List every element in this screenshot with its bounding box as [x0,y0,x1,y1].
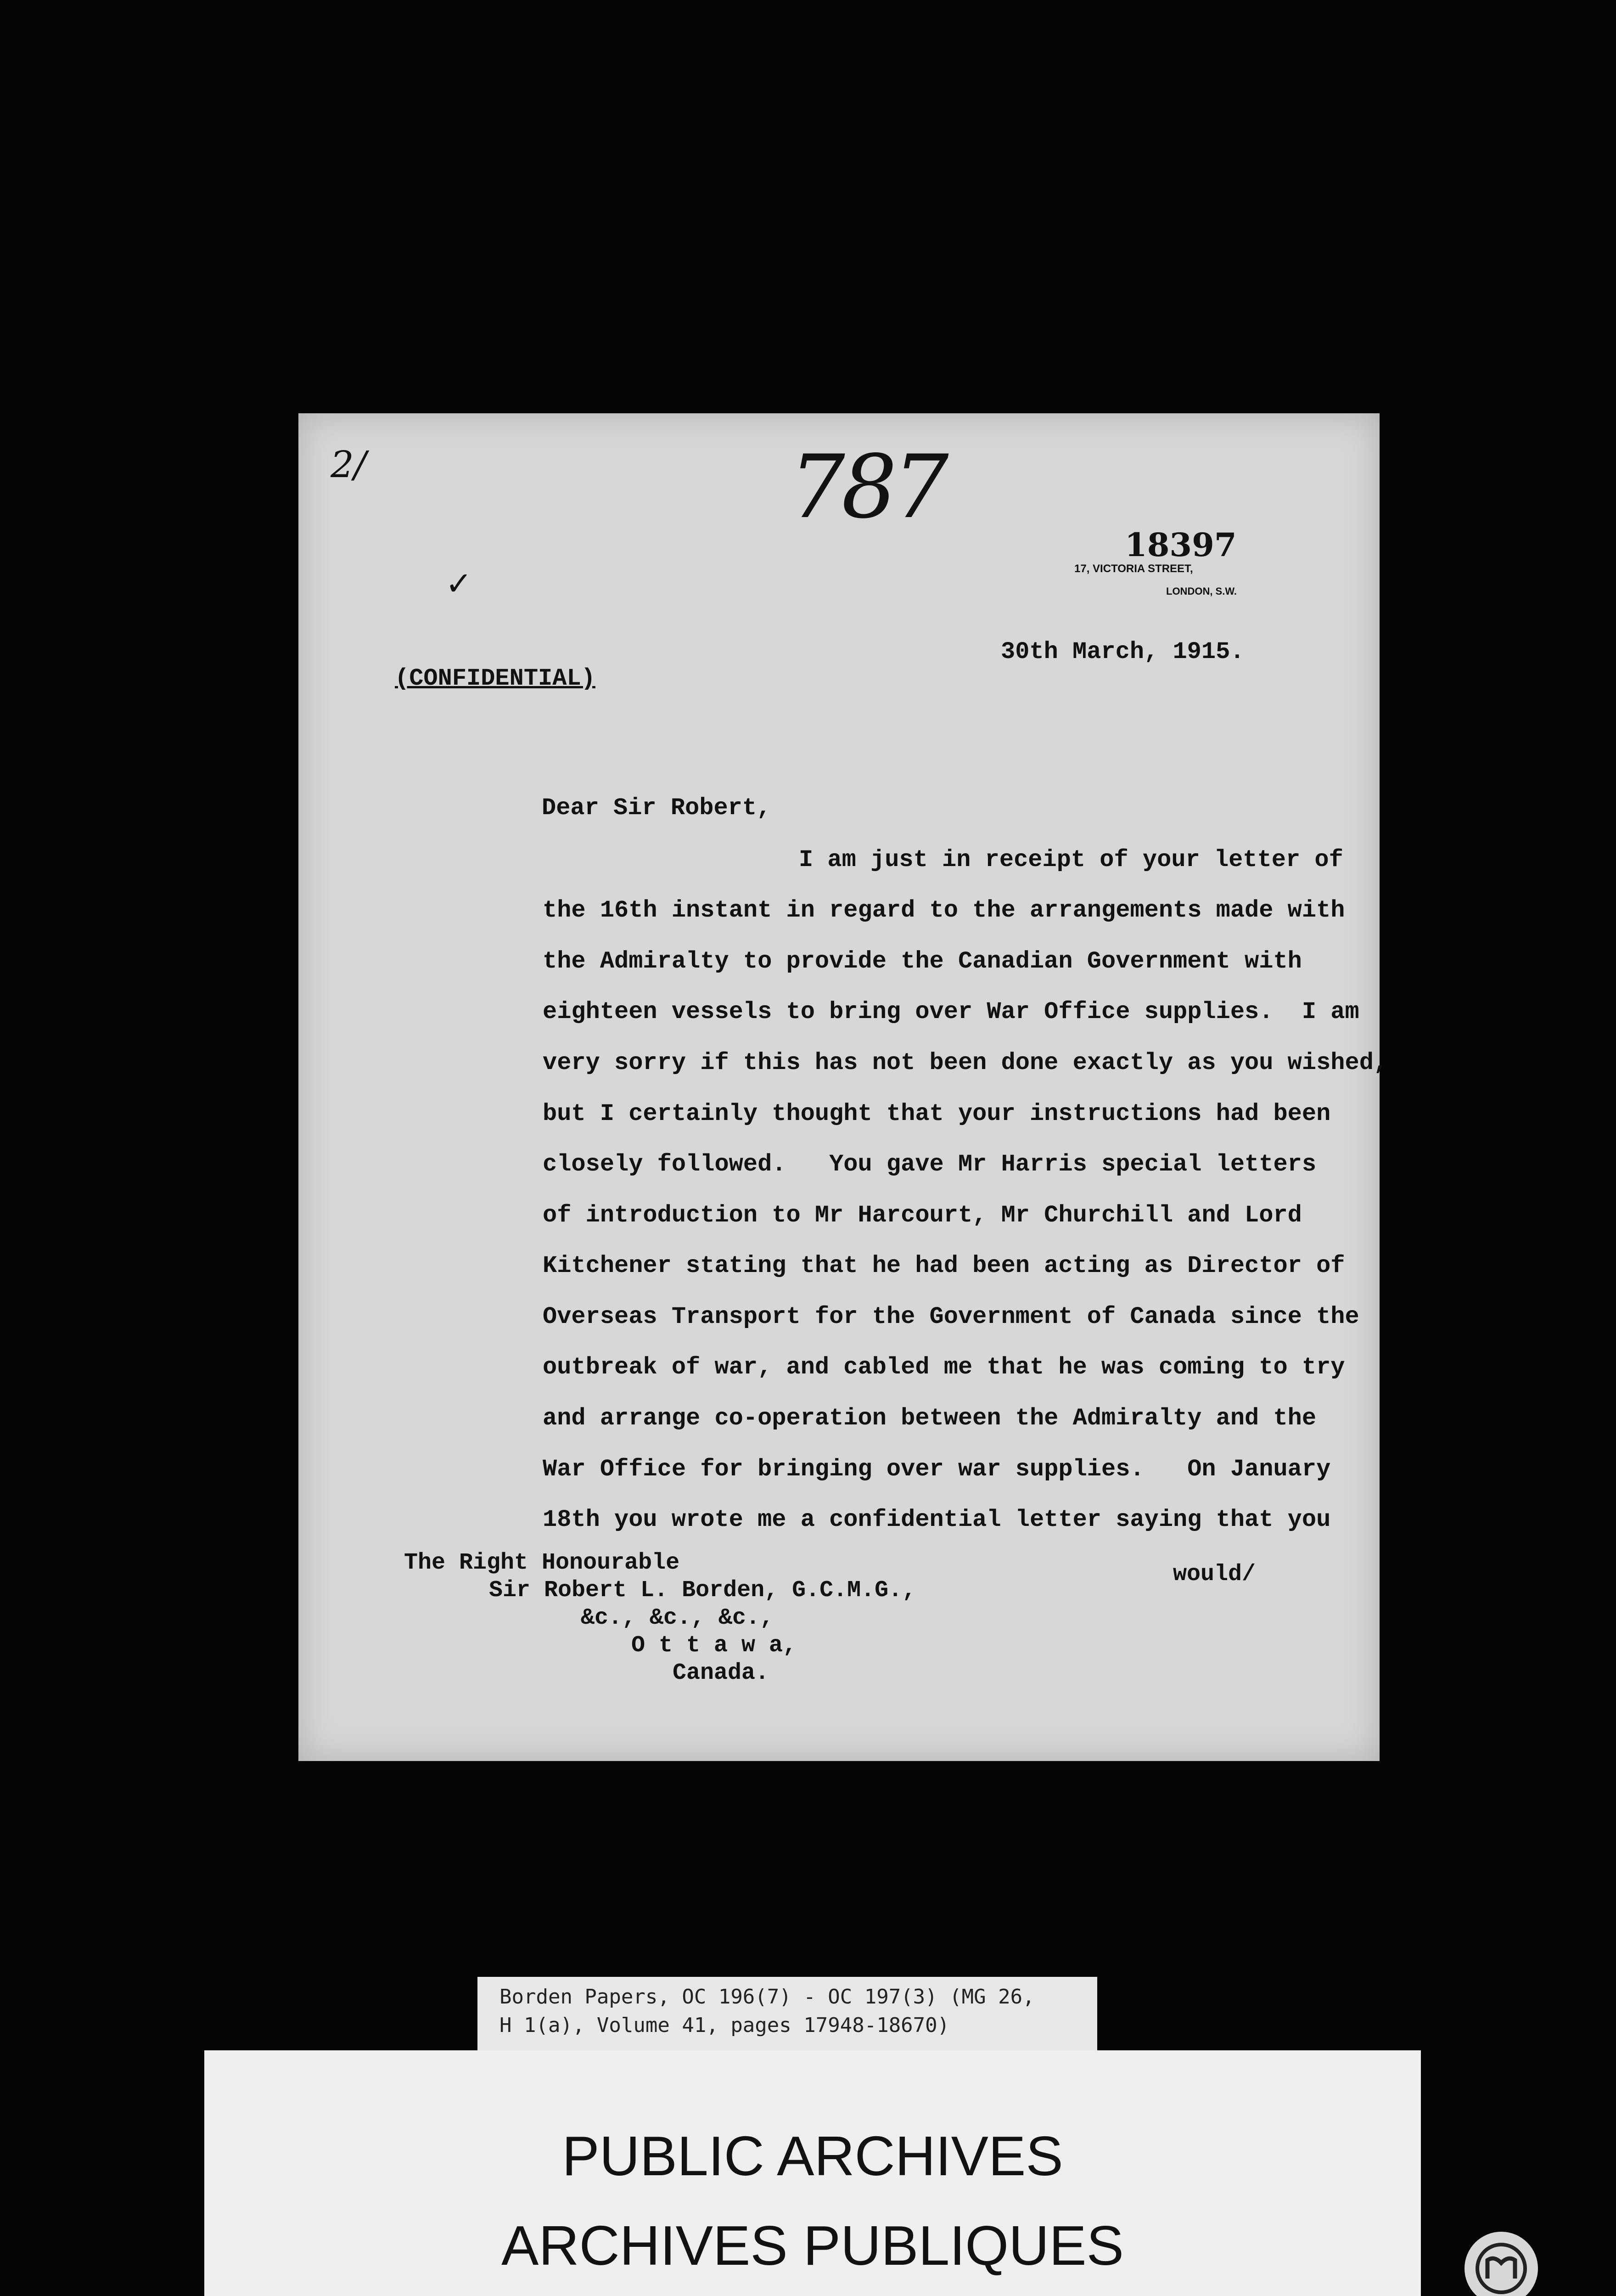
addressee-line: Sir Robert L. Borden, G.C.M.G., [489,1577,916,1604]
archive-number: 18397 [1125,526,1237,564]
body-line: 18th you wrote me a confidential letter saying that you [543,1506,1331,1533]
body-line: of introduction to Mr Harcourt, Mr Churchill and Lord [543,1202,1302,1229]
salutation: Dear Sir Robert, [542,794,771,822]
letter-page [298,413,1388,1761]
handwritten-number: 787 [790,436,945,538]
letterhead-street: 17, VICTORIA STREET, [1074,563,1193,575]
reference-line: H 1(a), Volume 41, pages 17948-18670) [499,2014,950,2037]
body-line: very sorry if this has not been done exactly as you wished, [543,1049,1388,1076]
stamp-title-fr: ARCHIVES PUBLIQUES [501,2214,1124,2277]
reference-line: Borden Papers, OC 196(7) - OC 197(3) (MG 26, [499,1985,1035,2009]
archives-stamp [204,2050,1421,2296]
body-line: outbreak of war, and cabled me that he was coming to try [543,1354,1345,1381]
archive-reference-label [477,1977,1097,2053]
body-line: War Office for bringing over war supplies. On January [543,1456,1331,1483]
addressee-line: &c., &c., &c., [581,1605,774,1631]
addressee-line: The Right Honourable [404,1550,680,1576]
corner-mark: 2/ [331,443,366,486]
letterhead-city: LONDON, S.W. [1166,585,1237,597]
addressee-line: O t t a w a, [631,1632,797,1659]
addressee-line: Canada. [673,1660,769,1686]
body-line: the Admiralty to provide the Canadian Government with [543,948,1302,975]
body-line: Kitchener stating that he had been acting as Director of [543,1252,1345,1279]
stamp-title-en: PUBLIC ARCHIVES [562,2125,1063,2187]
body-line: but I certainly thought that your instructions had been [543,1100,1331,1127]
body-line: the 16th instant in regard to the arrangements made with [543,897,1345,924]
letter-date: 30th March, 1915. [1001,638,1245,665]
checkmark-icon: ✓ [445,565,472,602]
confidential-heading: (CONFIDENTIAL) [395,665,595,692]
body-line: closely followed. You gave Mr Harris special letters [543,1151,1317,1178]
body-line: I am just in receipt of your letter of [799,846,1343,873]
monogram-glyph [1474,2241,1529,2296]
archives-monogram-icon [1464,2232,1538,2296]
continuation-catchword: would/ [1173,1561,1256,1587]
body-line: Overseas Transport for the Government of Canada since the [543,1303,1359,1330]
body-line: and arrange co-operation between the Admiralty and the [543,1405,1317,1432]
body-line: eighteen vessels to bring over War Office supplies. I am [543,998,1359,1025]
